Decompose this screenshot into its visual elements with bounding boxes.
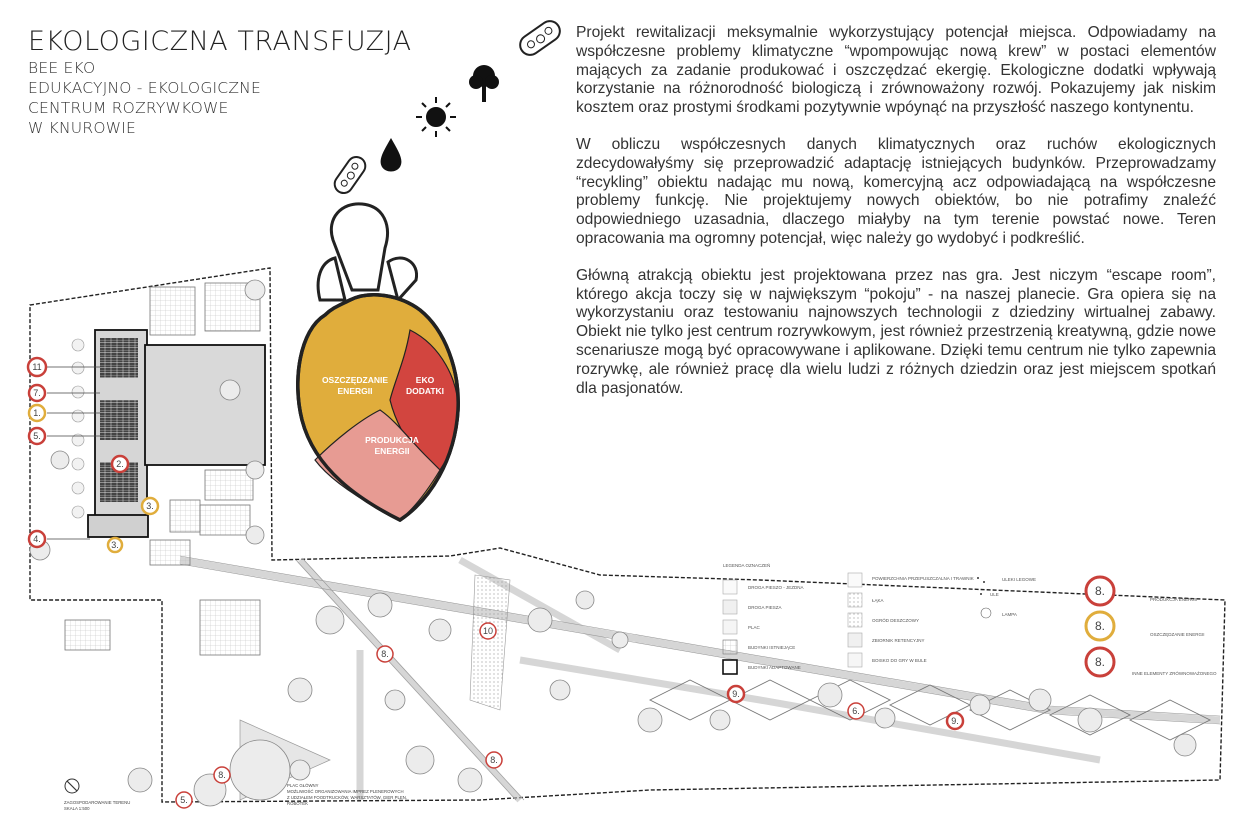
marker-6 (848, 703, 864, 719)
paragraph-2: W obliczu współczesnych danych klimatycznych oraz ruchów ekologicznych zdecydowałyśmy się przeprowadzić adaptację istniejących budynków. Przeprowadzamy “recykling” obiektu nadając mu nową, komercyjną acz odpowiadającą na współczesne problemy funkcję. Nie projektujemy nowych obiektów, bo nie potrafimy znaleźć odpowiedniego uzasadnia, dlaczego miałyby na tym terenie powstać nowe. Teren opracowania ma ogromny potencjał, więc należy go wydobyć i podkreślić. (576, 135, 1216, 247)
subtitle-line-3: CENTRUM ROZRYWKOWE (28, 99, 229, 117)
legend-item: BUDYNKI ISTNIEJĄCE (748, 645, 796, 650)
marker-4 (29, 531, 45, 547)
plaza-note-line-2: Z UDZIAŁEM FOODTRUCKÓW, WARSZTATÓW, GIER PLEN. (287, 795, 407, 800)
marker-8c (486, 752, 502, 768)
marker-3a (142, 498, 158, 514)
plaza-note-line-1: MOŻLIWOŚĆ ORGANIZOWANIA IMPREZ PLENEROWYCH (287, 789, 404, 794)
legend-category-label: 8. (1094, 619, 1106, 633)
marker-9b (947, 713, 963, 729)
cells-icon-upper (516, 17, 564, 59)
marker-5 (29, 428, 45, 444)
legend-item: DROGA PIESZA (748, 605, 782, 610)
legend-item: DROGA PIESZO - JEZDNA (748, 585, 804, 590)
scale-note-value: SKALA 1:500 (64, 806, 90, 811)
marker-label: 9. (951, 716, 959, 726)
paths (180, 560, 1220, 800)
legend-category-text: OSZCZĘDZANIE ENERGII (1150, 632, 1205, 637)
heart-label-eco-2: DODATKI (405, 386, 445, 396)
legend-col-3 (977, 577, 1036, 618)
marker-label: 8. (381, 649, 389, 659)
paragraph-3: Główną atrakcją obiektu jest projektowana przez nas gra. Jest niczym “escape room”, którego akcja toczy się w największym “pokoju” - na naszej planecie. Gra opiera się na wykorzystaniu oraz testowaniu najnowszych technologii z dziedziny wirtualnej zabawy. Obiekt nie tylko jest centrum rozrywkowym, jest również przestrzenią kreatywną, gdzie nowe scenariusze mogą być opracowywane i aplikowane. Dzięki temu centrum nie tylko zapewnia rozrywkę, ale również pracę dla wielu ludzi z różnych dziedzin oraz jest miejscem spotkań dla pasjonatów. (576, 266, 1216, 397)
plaza-note-line-3: ROBÓTEK (287, 801, 309, 806)
subtitle-line-1: BEE EKO (28, 59, 96, 77)
hedge-row (72, 339, 84, 518)
paths-edges (180, 556, 1220, 800)
marker-9a (728, 686, 744, 702)
marker-label: 7. (33, 388, 41, 398)
page-title: EKOLOGICZNA TRANSFUZJA (28, 26, 412, 57)
legend-category-production (1086, 577, 1197, 605)
legend-item: LAMPA (1002, 612, 1017, 617)
legend-category-text: INNE ELEMENTY ZRÓWNOWAŻONEGO (1132, 671, 1217, 676)
legend-category-saving (1086, 612, 1205, 640)
legend-item: ULEKI LEGOWE (1002, 577, 1037, 582)
marker-3b (108, 538, 122, 552)
legend-item: PLAC (748, 625, 760, 630)
marker-11 (28, 358, 46, 376)
marker-8b (214, 767, 230, 783)
marker-label: 3. (146, 501, 154, 511)
heart-label-eco-1: EKO (415, 375, 435, 385)
legend-category-label: 8. (1094, 584, 1106, 598)
marker-label: 1. (33, 408, 41, 418)
marker-label: 8. (218, 770, 226, 780)
legend-title: LEGENDA OZNACZEŃ (723, 563, 771, 568)
legend (723, 562, 1217, 676)
marker-8a (377, 646, 393, 662)
marker-label: 5. (33, 431, 41, 441)
water-drop-icon (381, 138, 402, 172)
legend-category-label: 8. (1094, 655, 1106, 669)
legend-category-text: PRODUKCJA ENERGII (1150, 597, 1198, 602)
plaza-note-title: PLAC GŁÓWNY (287, 783, 319, 788)
heart-label-production-1: PRODUKCJA (365, 435, 419, 445)
north-arrow (64, 779, 130, 811)
heart-label-saving-2: ENERGII (337, 386, 373, 396)
heart-label-saving-1: OSZCZĘDZANIE (321, 375, 389, 385)
scale-note-title: ZAGOSPODAROWANIE TERENU (64, 800, 131, 805)
marker-2 (112, 456, 128, 472)
marker-label: 9. (732, 689, 740, 699)
marker-label: 10 (482, 626, 494, 636)
subtitle-line-2: EDUKACYJNO - EKOLOGICZNE (28, 79, 261, 97)
legend-item: ULE (990, 592, 999, 597)
legend-item: POWIERZCHNIA PRZEPUSZCZALNA I TRAWNIK (872, 576, 974, 581)
sun-icon (416, 97, 456, 137)
marker-7 (29, 385, 45, 401)
legend-item: BOISKO DO GRY W BULE (872, 658, 927, 663)
plaza-note (287, 783, 407, 806)
marker-label: 5. (180, 795, 188, 805)
heart-label-production-2: ENERGII (374, 446, 410, 456)
legend-categories (1086, 577, 1217, 676)
marker-label: 4. (33, 534, 41, 544)
paragraph-1: Projekt rewitalizacji meksymalnie wykorzystujący potencjał miejsca. Odpowiadamy na współczesne problemy klimatyczne “wpompowując nową krew” w postaci elementów mających za zadanie produkować i oszczędzać ekergię. Ekologiczne dodatki wpływają korzystanie na różnorodność biologiczą i zrównoważony rozwój. Pokazujemy jak niskim kosztem oraz prostymi środkami pozytywnie wpóynąć na przyszłość naszego kontynentu. (576, 24, 1216, 117)
legend-item: OGRÓD DESZCZOWY (872, 618, 919, 623)
legend-category-other (1086, 648, 1217, 676)
legend-item: ZBIORNIK RETENCYJNY (872, 638, 925, 643)
heart-diagram (298, 204, 458, 520)
cells-icon-lower (331, 153, 369, 196)
legend-item: BUDYNKI ADAPTOWANE (748, 665, 801, 670)
marker-label: 8. (490, 755, 498, 765)
marker-10 (480, 623, 496, 639)
meadow-strip (470, 575, 510, 710)
marker-1 (29, 405, 45, 421)
marker-label: 6. (852, 706, 860, 716)
subtitle-line-4: W KNUROWIE (28, 119, 137, 137)
marker-5b (176, 792, 192, 808)
marker-label: 2. (116, 459, 124, 469)
marker-label: 3. (111, 540, 119, 550)
tree-icon (469, 65, 499, 102)
marker-label: 11 (32, 362, 42, 372)
heart-vessel-right (388, 258, 417, 300)
legend-item: ŁĄKA (872, 598, 884, 603)
